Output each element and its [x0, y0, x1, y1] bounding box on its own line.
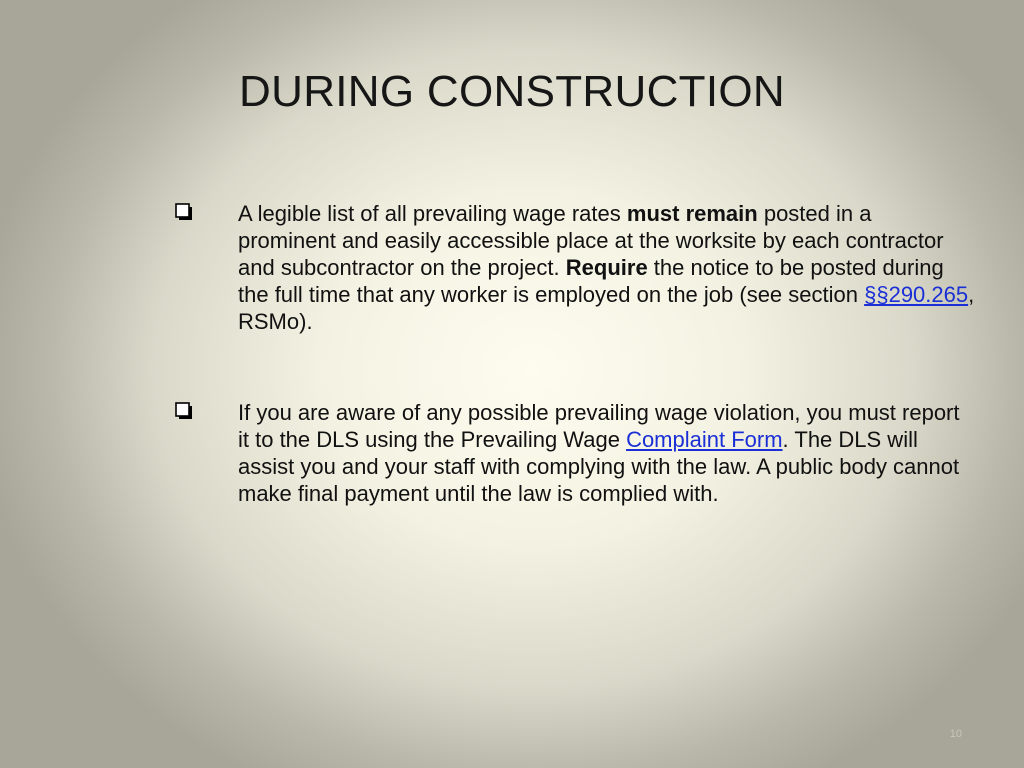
text-segment: A legible list of all prevailing wage rates — [238, 201, 627, 226]
slide-number: 10 — [949, 728, 962, 740]
bullet-item-violation — [175, 399, 975, 507]
slide-title: DURING CONSTRUCTION — [239, 67, 785, 116]
text-segment: , RSMo). — [238, 282, 975, 334]
statute-link[interactable]: §§290.265 — [864, 282, 969, 307]
checkbox-icon — [175, 203, 193, 221]
text-segment: posted in a prominent and easily accessible place at the worksite by each contractor and subcontractor on the project. — [238, 201, 944, 280]
emphasis-must-remain: must remain — [626, 201, 758, 226]
emphasis-require: Require — [565, 255, 648, 280]
complaint-form-link[interactable]: Complaint Form — [626, 427, 783, 452]
checkbox-icon — [175, 402, 193, 420]
bullet-item-posting — [175, 200, 975, 335]
text-segment: If you are aware of any possible prevailing wage violation, you must report it to the DLS using the Prevailing Wage — [238, 400, 960, 452]
text-segment: the notice to be posted during the full time that any worker is employed on the job (see section — [238, 255, 944, 307]
text-segment: . The DLS will assist you and your staff with complying with the law. A public body cannot make final payment until the law is complied with. — [238, 427, 960, 506]
bullet-text — [238, 399, 975, 507]
bullet-text — [238, 200, 975, 335]
